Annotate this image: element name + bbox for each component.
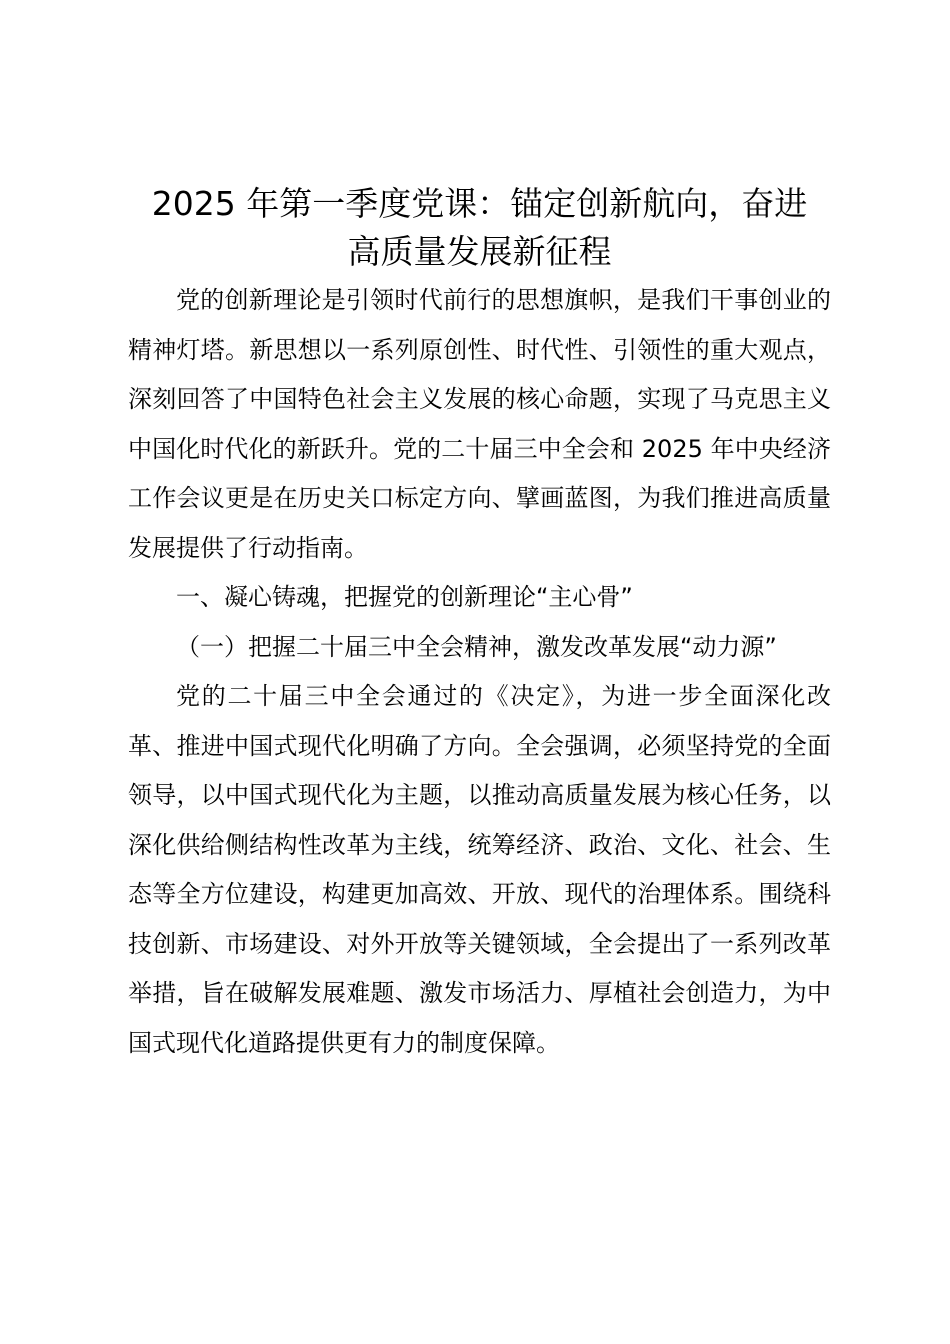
title-line-2: 高质量发展新征程: [347, 232, 612, 271]
title-line-1: 2025 年第一季度党课：锚定创新航向，奋进: [151, 184, 808, 223]
document-title: [128, 180, 831, 276]
subsection-heading-1: （一）把握二十届三中全会精神，激发改革发展“动力源”: [176, 632, 777, 661]
section-heading-1: 一、凝心铸魂，把握党的创新理论“主心骨”: [176, 583, 633, 611]
document-page: [128, 180, 831, 1068]
intro-paragraph: 党的创新理论是引领时代前行的思想旗帜，是我们干事创业的精神灯塔。新思想以一系列原创性、时代性、引领性的重大观点，深刻回答了中国特色社会主义发展的核心命题，实现了马克思主义中国化时代化的新跃升。党的二十届三中全会和 2025 年中央经济工作会议更是在历史关口标定方向、擘画蓝图，为我们推进高质量发展提供了行动指南。: [128, 286, 831, 562]
body-paragraph: 党的二十届三中全会通过的《决定》，为进一步全面深化改革、推进中国式现代化明确了方向。全会强调，必须坚持党的全面领导，以中国式现代化为主题，以推动高质量发展为核心任务，以深化供给侧结构性改革为主线，统筹经济、政治、文化、社会、生态等全方位建设，构建更加高效、开放、现代的治理体系。围绕科技创新、市场建设、对外开放等关键领域，全会提出了一系列改革举措，旨在破解发展难题、激发市场活力、厚植社会创造力，为中国式现代化道路提供更有力的制度保障。: [128, 682, 831, 1057]
